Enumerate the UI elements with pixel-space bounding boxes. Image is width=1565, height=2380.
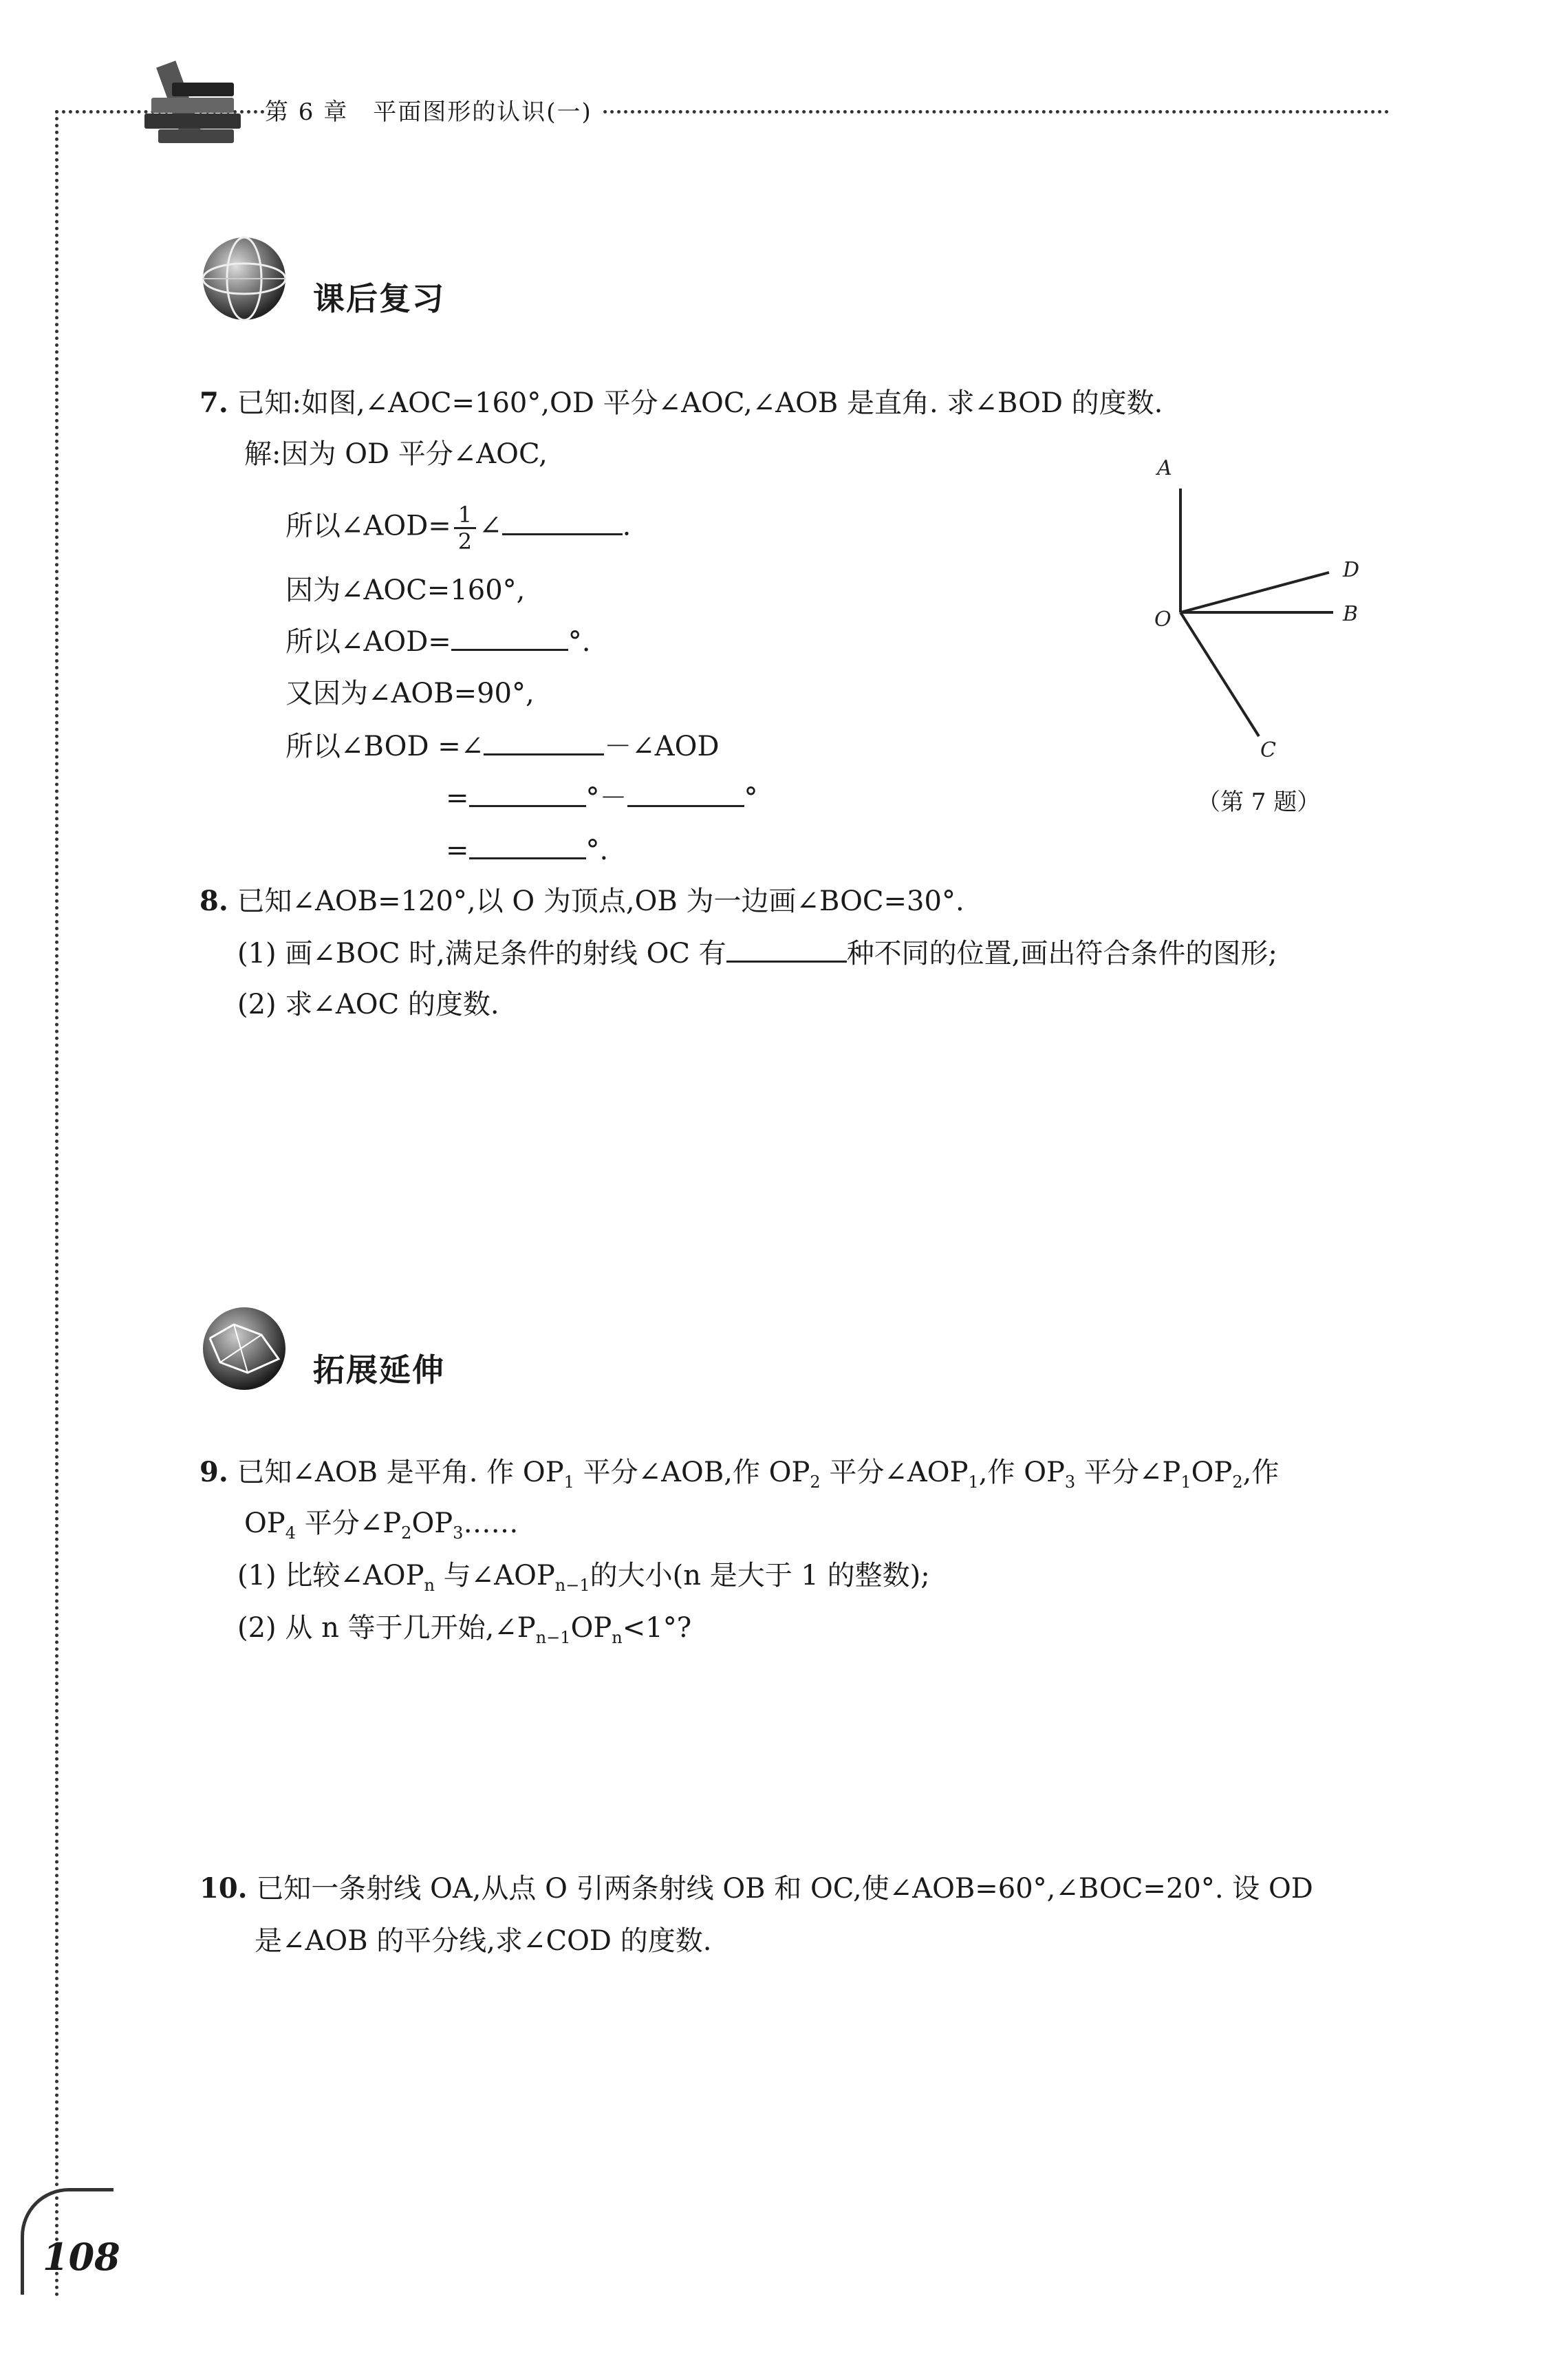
q7-blank-6[interactable] [469,831,586,859]
q7-step1: 解:因为 OD 平分∠AOC, [244,438,548,470]
header-dotted-line [55,110,1390,114]
q7-step2: 所以∠AOD= $\frac{1}{2}$ ∠ . [285,502,632,555]
q7-fraction: $\frac{1}{2}$ [454,502,476,554]
section-title-review: 课后复习 [313,280,445,317]
book-stack-icon [131,48,248,151]
q8-blank[interactable] [726,934,847,963]
q7-figure [1142,454,1376,771]
q10-line2: 是∠AOB 的平分线,求∠COD 的度数. [255,1925,712,1957]
q7-stem-text: 已知:如图,∠AOC=160°,OD 平分∠AOC,∠AOB 是直角. 求∠BOD 的度数. [237,387,1163,419]
q9-line1: 9. 已知∠AOB 是平角. 作 $OP_1$ 平分∠AOB,作 $OP_2$ 平分$\angle AOP_1$,作 $OP_3$ 平分$\angle P_1OP_2$,作 [199,1456,1280,1492]
q7-step8: = °. [446,831,608,870]
section-title-extension: 拓展延伸 [313,1351,445,1389]
left-margin-dotted-line [55,110,58,2298]
q8-part1: (1) 画∠BOC 时,满足条件的射线 OC 有 种不同的位置,画出符合条件的图形; [237,934,1277,973]
label-D: D [1343,558,1360,582]
label-O: O [1154,608,1172,632]
page-number: 108 [43,2235,120,2279]
ray-OC [1180,612,1259,736]
q9-line2: $OP_4$ 平分$\angle P_2OP_3\dots\dots$ [244,1508,519,1543]
label-B: B [1343,602,1359,626]
q9-part2: (2) 从 n 等于几开始$,\angle P_{n-1}OP_n<1^\circ$? [237,1612,692,1647]
q7-blank-1[interactable] [502,507,623,535]
ray-OD [1180,572,1329,612]
globe-icon [199,234,289,323]
q7-blank-5[interactable] [627,779,744,807]
label-A: A [1157,456,1172,480]
q7-step6: 所以∠BOD =∠ －∠AOD [285,727,720,766]
network-globe-icon [199,1304,289,1393]
q7-blank-2[interactable] [451,623,568,651]
q8-stem: 8. 已知∠AOB=120°,以 O 为顶点,OB 为一边画∠BOC=30°. [199,885,964,917]
q7-step3: 因为∠AOC=160°, [285,575,526,606]
q7-step4: 所以∠AOD= °. [285,623,591,661]
q8-part2: (2) 求∠AOC 的度数. [237,989,499,1020]
q7-blank-4[interactable] [469,779,586,807]
q7-blank-3[interactable] [484,727,604,755]
q9-part1: (1) 比较$\angle AOP_n$ 与$\angle AOP_{n-1}$的大小(n 是大于 1 的整数); [237,1560,930,1595]
q7-stem [199,384,1163,422]
q7-figure-caption: （第 7 题） [1197,789,1321,816]
q10-line1: 10. 已知一条射线 OA,从点 O 引两条射线 OB 和 OC,使∠AOB=60°,∠BOC=20°. 设 OD [199,1872,1313,1905]
q7-step7: = °－ ° [446,779,758,817]
q7-number: 7. [199,387,228,419]
label-C: C [1260,738,1276,762]
chapter-header: 第 6 章 平面图形的认识(一) [265,93,602,127]
q7-step5: 又因为∠AOB=90°, [285,678,535,709]
